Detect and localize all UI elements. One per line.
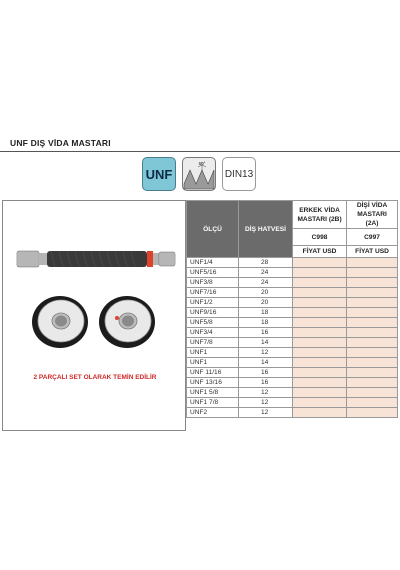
ring-gauge-nogo-image <box>99 296 155 348</box>
cell-tpi: 24 <box>239 278 293 288</box>
cell-female-price <box>347 408 398 418</box>
male-price-header: FİYAT USD <box>293 246 347 258</box>
table-row <box>187 328 398 338</box>
cell-tpi: 16 <box>239 328 293 338</box>
cell-tpi: 24 <box>239 268 293 278</box>
col-header-size: ÖLÇÜ <box>187 201 239 258</box>
cell-male-price <box>293 398 347 408</box>
cell-size: UNF5/8 <box>187 318 239 328</box>
cell-female-price <box>347 298 398 308</box>
cell-size: UNF7/8 <box>187 338 239 348</box>
cell-size: UNF2 <box>187 408 239 418</box>
table-row <box>187 378 398 388</box>
cell-size: UNF3/8 <box>187 278 239 288</box>
cell-male-price <box>293 298 347 308</box>
badge-row <box>142 157 256 191</box>
cell-female-price <box>347 398 398 408</box>
cell-male-price <box>293 328 347 338</box>
col-header-tpi: DİŞ HATVESİ <box>239 201 293 258</box>
cell-female-price <box>347 318 398 328</box>
table-row <box>187 338 398 348</box>
cell-female-price <box>347 348 398 358</box>
cell-tpi: 16 <box>239 368 293 378</box>
cell-tpi: 16 <box>239 378 293 388</box>
table-row <box>187 388 398 398</box>
table-row <box>187 308 398 318</box>
cell-tpi: 12 <box>239 408 293 418</box>
cell-size: UNF3/4 <box>187 328 239 338</box>
cell-male-price <box>293 338 347 348</box>
cell-male-price <box>293 288 347 298</box>
cell-female-price <box>347 268 398 278</box>
cell-size: UNF1 7/8 <box>187 398 239 408</box>
cell-tpi: 18 <box>239 308 293 318</box>
cell-male-price <box>293 258 347 268</box>
thread-angle-label: 60° <box>198 161 206 166</box>
cell-male-price <box>293 348 347 358</box>
gauge-table <box>186 200 398 418</box>
cell-size: UNF1 <box>187 348 239 358</box>
cell-tpi: 28 <box>239 258 293 268</box>
set-note: 2 PARÇALI SET OLARAK TEMİN EDİLİR <box>33 374 157 381</box>
ring-gauge-go-image <box>32 296 88 348</box>
male-code: C998 <box>293 229 347 246</box>
female-code: C997 <box>347 229 398 246</box>
cell-male-price <box>293 408 347 418</box>
table-row <box>187 278 398 288</box>
cell-tpi: 18 <box>239 318 293 328</box>
cell-size: UNF9/16 <box>187 308 239 318</box>
cell-male-price <box>293 278 347 288</box>
table-row <box>187 318 398 328</box>
cell-size: UNF7/16 <box>187 288 239 298</box>
cell-male-price <box>293 378 347 388</box>
table-row <box>187 298 398 308</box>
table-row <box>187 288 398 298</box>
cell-male-price <box>293 358 347 368</box>
cell-tpi: 14 <box>239 338 293 348</box>
col-header-female: DİŞİ VİDA MASTARI (2A) <box>347 201 398 229</box>
cell-male-price <box>293 368 347 378</box>
cell-male-price <box>293 308 347 318</box>
cell-size: UNF5/16 <box>187 268 239 278</box>
cell-male-price <box>293 318 347 328</box>
thread-60-icon <box>183 158 215 190</box>
table-row <box>187 368 398 378</box>
table-row <box>187 398 398 408</box>
cell-size: UNF1 <box>187 358 239 368</box>
product-image-panel <box>2 200 186 431</box>
page-title: UNF DIŞ VİDA MASTARI <box>10 138 111 148</box>
cell-size: UNF1/2 <box>187 298 239 308</box>
gauge-illustration <box>3 201 187 371</box>
female-price-header: FİYAT USD <box>347 246 398 258</box>
table-row <box>187 268 398 278</box>
cell-size: UNF1/4 <box>187 258 239 268</box>
unf-badge: UNF <box>142 157 176 191</box>
cell-female-price <box>347 378 398 388</box>
cell-size: UNF 13/16 <box>187 378 239 388</box>
din-badge: DIN13 <box>222 157 256 191</box>
table-row <box>187 358 398 368</box>
cell-tpi: 14 <box>239 358 293 368</box>
cell-size: UNF1 5/8 <box>187 388 239 398</box>
title-divider <box>0 151 400 152</box>
cell-female-price <box>347 258 398 268</box>
table-row <box>187 348 398 358</box>
cell-female-price <box>347 358 398 368</box>
col-header-male: ERKEK VİDA MASTARI (2B) <box>293 201 347 229</box>
cell-female-price <box>347 368 398 378</box>
cell-female-price <box>347 308 398 318</box>
plug-gauge-image <box>17 251 175 267</box>
cell-tpi: 12 <box>239 388 293 398</box>
cell-size: UNF 11/16 <box>187 368 239 378</box>
cell-tpi: 20 <box>239 298 293 308</box>
cell-female-price <box>347 288 398 298</box>
cell-female-price <box>347 388 398 398</box>
cell-female-price <box>347 328 398 338</box>
cell-female-price <box>347 338 398 348</box>
cell-female-price <box>347 278 398 288</box>
cell-male-price <box>293 268 347 278</box>
cell-tpi: 12 <box>239 348 293 358</box>
cell-tpi: 20 <box>239 288 293 298</box>
table-row <box>187 258 398 268</box>
table-row <box>187 408 398 418</box>
cell-male-price <box>293 388 347 398</box>
cell-tpi: 12 <box>239 398 293 408</box>
thread-profile-icon <box>182 157 216 191</box>
